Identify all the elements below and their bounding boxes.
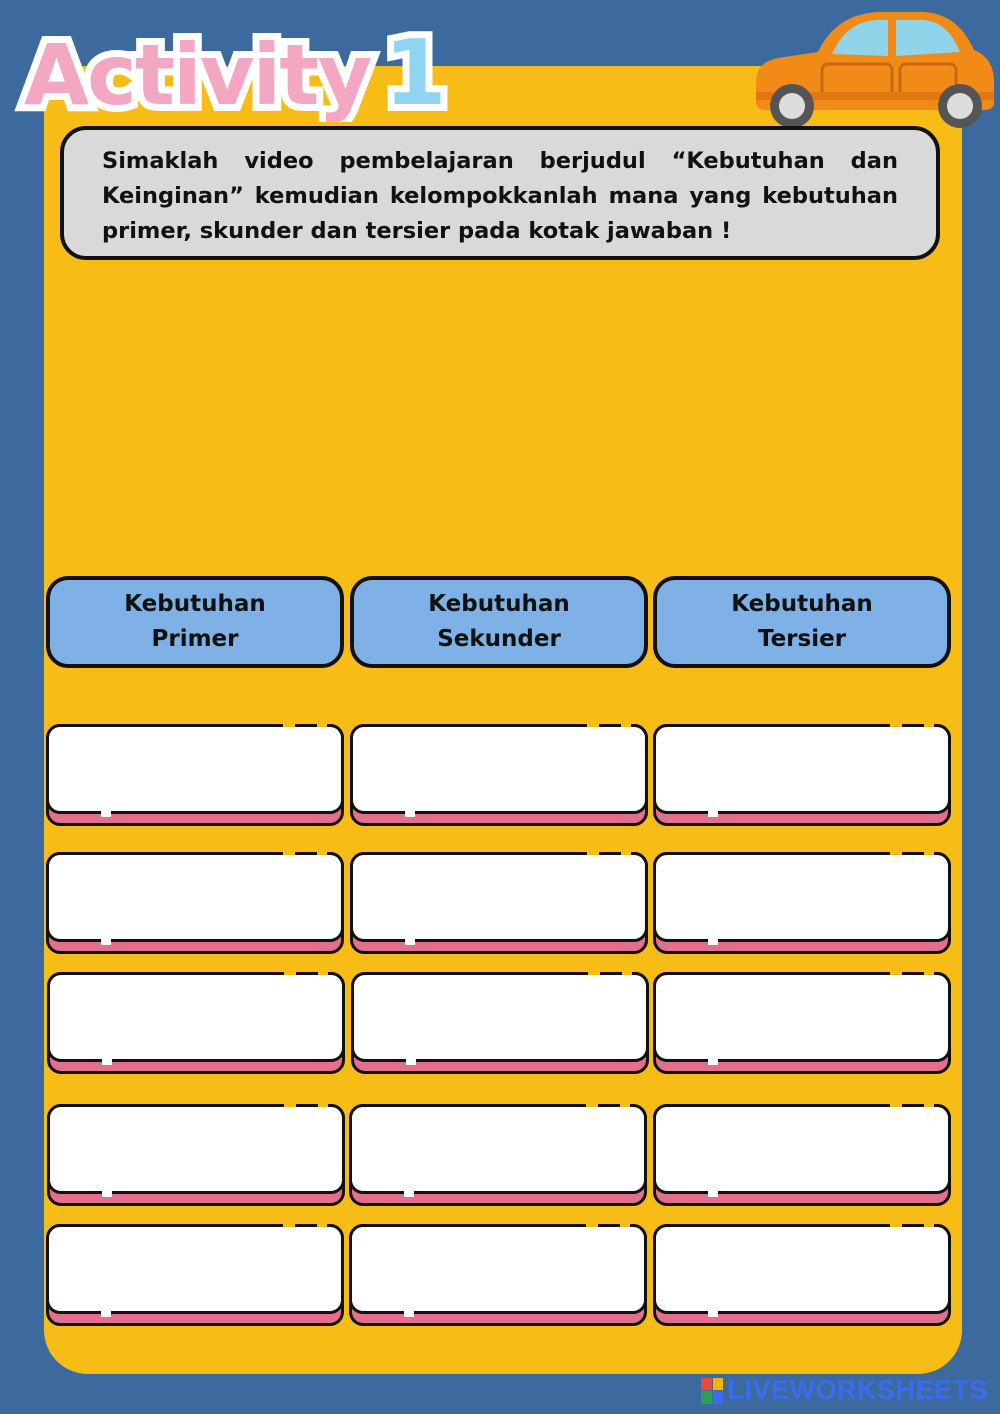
answer-box-primer-5[interactable] bbox=[46, 1224, 344, 1326]
header-tersier-line1: Kebutuhan bbox=[731, 591, 873, 617]
answer-box-tersier-4[interactable] bbox=[653, 1104, 951, 1206]
instruction-box bbox=[60, 126, 940, 260]
answer-box-primer-2[interactable] bbox=[46, 852, 344, 954]
answer-box-sekunder-3[interactable] bbox=[351, 972, 649, 1074]
liveworksheets-brand bbox=[701, 1375, 988, 1406]
liveworksheets-logo-icon bbox=[701, 1378, 723, 1404]
title-number: 1 bbox=[384, 21, 447, 122]
answer-box-sekunder-5[interactable] bbox=[349, 1224, 647, 1326]
brand-text: LIVEWORKSHEETS bbox=[727, 1375, 988, 1405]
answer-box-sekunder-1[interactable] bbox=[350, 724, 648, 826]
car-illustration bbox=[748, 6, 998, 134]
answer-box-tersier-5[interactable] bbox=[653, 1224, 951, 1326]
answer-box-primer-3[interactable] bbox=[47, 972, 345, 1074]
instruction-text: Simaklah video pembelajaran berjudul “Kebutuhan dan Keinginan” kemudian kelompokkanlah mana yang kebutuhan primer, skunder dan tersier pada kotak jawaban ! bbox=[102, 148, 898, 244]
answer-box-primer-4[interactable] bbox=[47, 1104, 345, 1206]
answer-box-sekunder-4[interactable] bbox=[349, 1104, 647, 1206]
answer-box-tersier-2[interactable] bbox=[653, 852, 951, 954]
answer-box-sekunder-2[interactable] bbox=[350, 852, 648, 954]
header-sekunder-line2: Sekunder bbox=[437, 626, 561, 652]
header-primer bbox=[46, 576, 344, 668]
answer-box-primer-1[interactable] bbox=[46, 724, 344, 826]
answer-box-tersier-1[interactable] bbox=[653, 724, 951, 826]
header-tersier bbox=[653, 576, 951, 668]
answer-box-tersier-3[interactable] bbox=[653, 972, 951, 1074]
header-primer-line1: Kebutuhan bbox=[124, 591, 266, 617]
header-tersier-line2: Tersier bbox=[757, 626, 847, 652]
header-sekunder bbox=[350, 576, 648, 668]
header-primer-line2: Primer bbox=[151, 626, 239, 652]
title-word: Activity bbox=[24, 26, 371, 122]
activity-title bbox=[12, 12, 452, 122]
header-sekunder-line1: Kebutuhan bbox=[428, 591, 570, 617]
